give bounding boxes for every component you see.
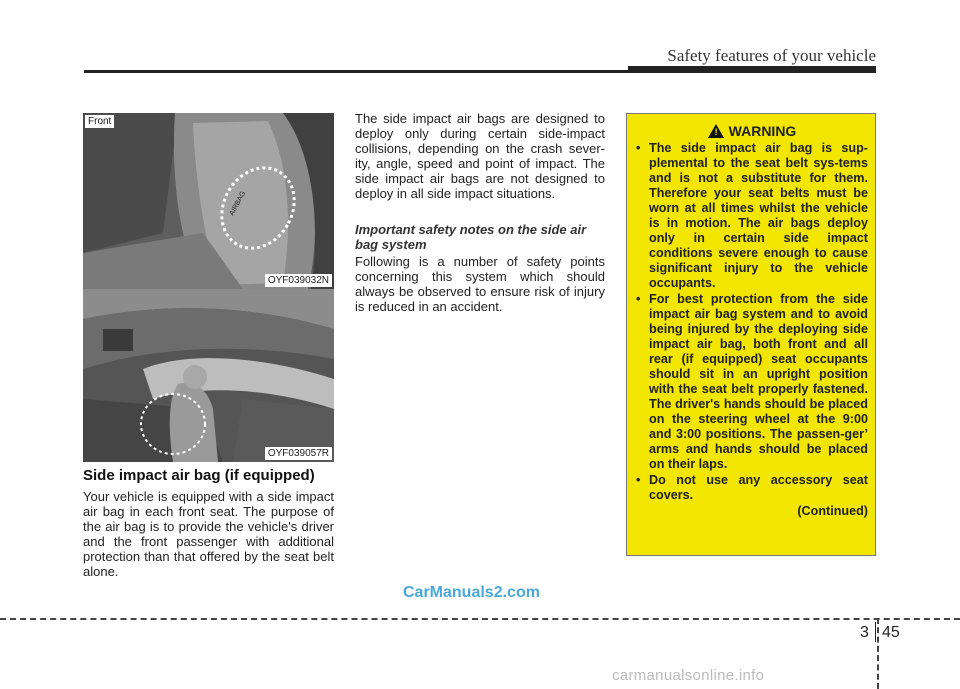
warning-item: • Do not use any accessory seat covers. [636,473,868,503]
safety-notes-heading: Important safety notes on the side air bag system [355,222,587,252]
seat-airbag-photo [83,113,334,289]
site-watermark-link[interactable]: CarManuals2.com [403,584,540,601]
chapter-number: 3 [860,624,869,641]
safety-notes-paragraph: Following is a number of safety points concerning this system which should always be observed to ensure risk of injury is reduced in an accident. [355,254,605,314]
continued-label: (Continued) [797,504,868,518]
airbag-label: AIRBAG [228,190,248,217]
page-separator [875,622,876,642]
warning-box [626,113,876,556]
seat-illustration [83,113,334,289]
side-airbag-heading: Side impact air bag (if equipped) [83,467,315,484]
footer-watermark: carmanualsonline.info [612,667,765,684]
warning-list [636,141,868,503]
figure-code-bottom: OYF039057R [265,447,332,460]
interior-airbag-photo [83,289,334,462]
side-airbag-paragraph: Your vehicle is equipped with a side impact air bag in each front seat. The purpose of the air bag is to provide the vehicle's driver and the front passenger with additional protection than that offered by the seat belt alone. [83,489,334,579]
warning-title: WARNING [728,123,797,139]
warning-item: • For best protection from the side impact air bag system and to avoid being injured by the deploying side impact air bag, both front and all rear (if equipped) seat occupants should sit in an upright position with the seat belt properly fastened. The driver's hands should be placed on the steering wheel at the 9:00 and 3:00 positions. The passen-ger’ arms and hands should be placed on their laps. [636,292,868,472]
warning-header [636,123,868,139]
section-title: Safety features of your vehicle [667,46,876,65]
side-airbag-intro: The side impact air bags are designed to deploy only during certain side-impact collisions, depending on the crash sever-ity, angle, speed and point of impact. The side impact air bags are not designed to deploy in all side impact situations. [355,111,605,201]
interior-illustration [83,289,334,462]
footer-rule [0,618,960,620]
warning-item: • The side impact air bag is sup-plemental to the seat belt sys-tems and is not a substitute for them. Therefore your seat belts must be worn at all times whilst the vehicle is in motion. The air bags deploy only in certain side impact conditions severe enough to cause significant injury to the vehicle occupants. [636,141,868,291]
header-tab [628,66,876,72]
figure-code-top: OYF039032N [265,274,332,287]
footer-divider [877,618,879,689]
warning-triangle-icon: ! [708,124,724,138]
page-number: 45 [882,624,900,641]
front-label: Front [85,115,114,128]
